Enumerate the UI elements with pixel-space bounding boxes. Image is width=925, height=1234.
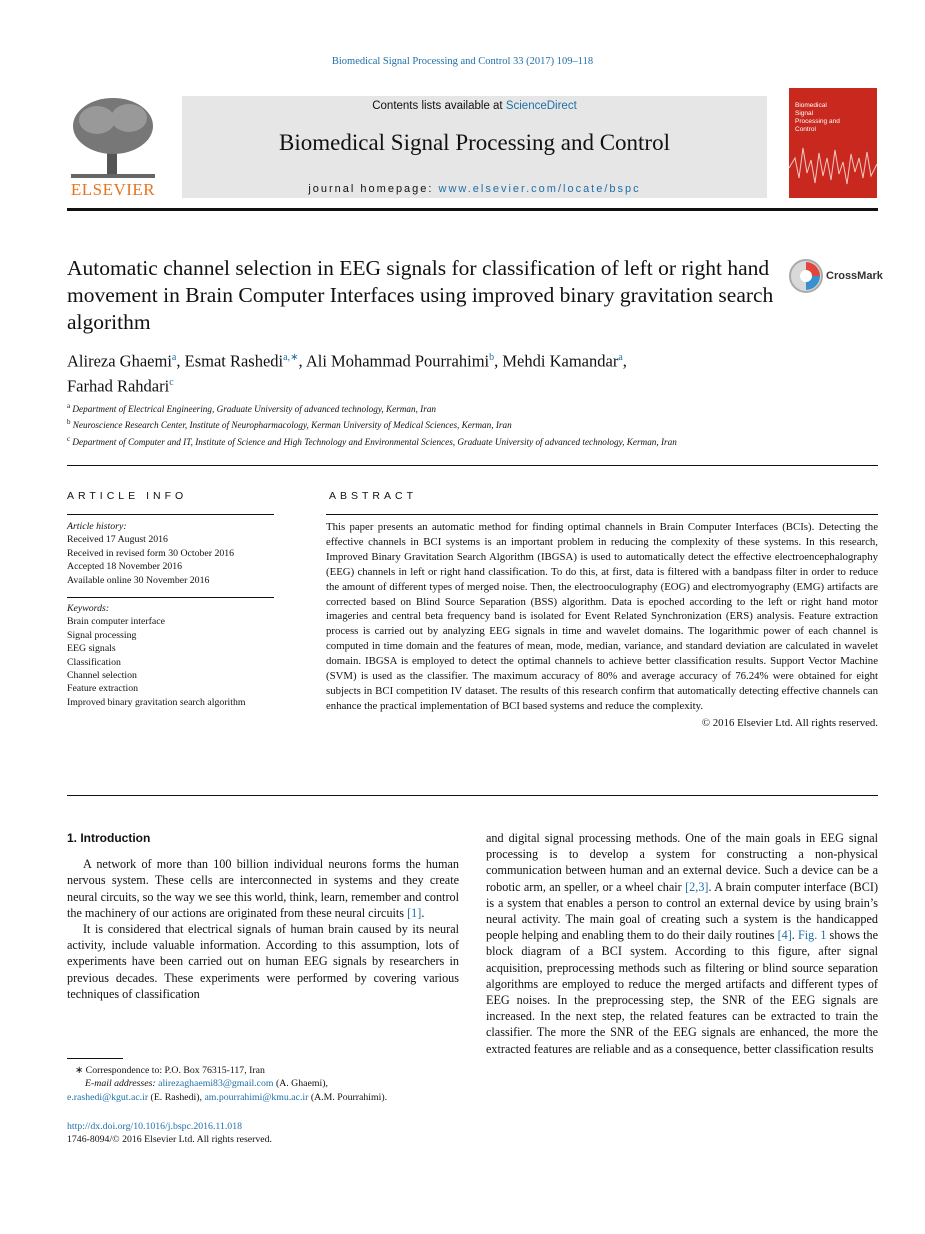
author-affil-mark[interactable]: c [169,376,174,388]
keyword-item: Brain computer interface [67,616,165,628]
paragraph-text: . A brain computer interface (BCI) is a system that enables a person to control an external device by using brain’s neural activity. The main goal of creating such a system is the handicapped people helping and enabling them to do their daily routines [486,879,878,943]
body-column-right [486,830,878,1057]
footnote [67,1064,467,1104]
affiliation-text: Department of Computer and IT, Institute of Science and High Technology and Environmental Sciences, Graduate University of advanced technology, Kerman, Iran [72,437,677,447]
body-column-left [67,830,459,1002]
crossmark-badge[interactable] [788,258,883,294]
email-link[interactable]: alirezaghaemi83@gmail.com [158,1078,274,1090]
homepage-link[interactable]: www.elsevier.com/locate/bspc [438,183,641,195]
paragraph-text: A network of more than 100 billion individual neurons forms the human nervous system. These cells are interconnected in systems and they create neural circuits, so the way we see this world, think, learn, remember and control the machinery of our actions are originated from these neural circuits [67,857,459,920]
email-link[interactable]: am.pourrahimi@kmu.ac.ir [204,1091,309,1103]
paragraph-text: . [421,905,425,920]
footnote-rule [67,1058,123,1059]
keywords-rule [67,597,274,598]
affiliation-item [67,416,767,432]
article-info-heading: ARTICLE INFO [67,490,188,502]
abstract-copyright: © 2016 Elsevier Ltd. All rights reserved. [701,716,878,729]
email-owner: (A. Ghaemi), [273,1078,328,1090]
keyword-item: EEG signals [67,643,116,655]
author-name[interactable]: Ali Mohammad Pourrahimi [305,351,490,371]
masthead [67,96,878,200]
cover-title: Biomedical Signal Processing and Control [795,102,840,133]
author-affil-mark[interactable]: a [618,352,623,363]
author-affil-mark[interactable]: a,∗ [283,352,299,363]
figure-link[interactable]: Fig. 1 [797,928,827,943]
affiliation-mark: a [67,402,71,410]
issn-line: 1746-8094/© 2016 Elsevier Ltd. All rights reserved. [67,1134,272,1146]
email-line [67,1091,467,1104]
paragraph: It is considered that electrical signals of human brain caused by its neural activity, include valuable information. According to this assumption, lots of experiments have been carried out on human EEG signals by researchers in previous decades. These experiments were performed by covering various techniques of classification [67,922,459,1001]
crossmark-label: CrossMark [826,270,883,282]
correspondence-note: ∗ Correspondence to: P.O. Box 76315-117, Iran [75,1065,265,1076]
contents-prefix: Contents lists available at [372,100,506,112]
citation-link[interactable]: [4] [777,928,792,943]
abstract-text: This paper presents an automatic method for finding optimal channels in Brain Computer Interfaces (BCIs). Detecting the effective channels in BCI systems is an important problem in reducing the complexity of these systems. In this research, Improved Binary Gravitation Search Algorithm (IBGSA) is used to automatically detect the effective electroencephalography (EEG) channels in left or right hand classification. To do this, at first, data is filtered with a bandpass filter in order to reduce the amount of different types of merged noise. Then, the electrooculography (EOG) and electromyography (EMG) artifacts are corrected based on Blind Source Separation (BSS) algorithm. Data is epoched according to the left or right hand motor imageries and central beta frequency band is isolated for Event Related Synchronization (ERS) analysis. Feature extraction process is carried out by analyzing EEG signals in time and wavelet domains. The logarithmic power of each channel is computed in time domain and the features of mean, mode, median, variance, and standard deviation are calculated in wavelet domain. IBGSA is employed to detect the optimal channels to achieve better classification results. Support Vector Machine (SVM) is used as the classifier. The maximum accuracy of 80% and average accuracy of 76.24% were obtained for eight subjects in BCI competition IV dataset. The results of this research confirm that automatically detecting effective channels can enhance the practical implementation of BCI based systems and reduce the complexity. [326,521,878,712]
email-owner: (A.M. Pourrahimi). [308,1091,388,1103]
keyword-item: Signal processing [67,629,137,641]
keywords-label: Keywords: [67,603,110,615]
history-item: Available online 30 November 2016 [67,574,210,586]
history-item: Received in revised form 30 October 2016 [67,547,235,559]
affiliation-mark: b [67,418,71,427]
paragraph [67,856,459,921]
paragraph [486,830,878,1057]
email-label: E-mail addresses: [85,1078,159,1090]
paragraph-text: . [791,928,798,943]
affiliation-list [67,400,767,449]
author-list: Alireza Ghaemi$^a$, Esmat Rashedi$^{a,∗}$, Ali Mohammad Pourrahimi$^b$, Mehdi Kamandar$^a$, Farhad Rahdari$^c$ [67,351,627,395]
affiliation-item [67,433,767,449]
citation-link[interactable]: [2,3] [685,879,709,894]
affiliation-text: Department of Electrical Engineering, Graduate University of advanced technology, Kerman, Iran [72,404,437,415]
journal-cover-thumbnail[interactable] [789,88,877,198]
doi-link[interactable]: http://dx.doi.org/10.1016/j.bspc.2016.11.018 [67,1121,242,1132]
elsevier-tree-logo [67,96,159,200]
email-link[interactable]: e.rashedi@kgut.ac.ir [67,1091,149,1103]
history-item: Accepted 18 November 2016 [67,561,183,573]
article-info [67,520,274,709]
article-title: Automatic channel selection in EEG signals for classification of left or right hand movement in Brain Computer Interfaces using improved binary gravitation search algorithm [67,256,774,334]
author-name[interactable]: Esmat Rashedi [184,351,284,371]
author-name[interactable]: Mehdi Kamandar [502,351,619,371]
homepage-line [182,183,767,195]
author-affil-mark[interactable]: a [171,352,177,363]
affiliation-rule [67,465,878,466]
abstract-rule [326,514,878,515]
history-label: Article history: [67,521,127,532]
sciencedirect-link[interactable]: ScienceDirect [505,100,577,112]
paragraph-text: shows the block diagram of a BCI system. According to this figure, after signal acquisition, preprocessing methods such as filtering or blind source separation algorithms are employed to reduce the merged artifacts and different types of EEG noises. In the preprocessing step, the SNR of the EEG signals are increased. In the next step, the related features can be extracted to train the classifier. The more the SNR of the EEG signals are enhanced, the more the extracted features are reliable and as a consequence, better classification results [486,928,879,1056]
author-name[interactable]: Farhad Rahdari [67,376,170,395]
history-item: Received 17 August 2016 [67,534,168,546]
contents-line [182,100,767,112]
header-rule [67,208,878,211]
info-rule [67,514,274,515]
elsevier-wordmark: ELSEVIER [70,180,156,199]
citation-link[interactable]: [1] [407,905,422,920]
author-affil-mark[interactable]: b [489,352,495,363]
affiliation-text: Neuroscience Research Center, Institute of Neuropharmacology, Kerman University of Medical Sciences, Kerman, Iran [72,420,512,431]
doi-block [67,1120,467,1147]
section-title: 1. Introduction [67,831,151,845]
affiliation-item [67,400,767,416]
journal-citation-link[interactable]: Biomedical Signal Processing and Control 33 (2017) 109–118 [331,56,594,67]
email-owner: (E. Rashedi), [148,1091,205,1103]
author-name[interactable]: Alireza Ghaemi [67,351,172,371]
abstract-body [326,520,878,731]
abstract-heading: ABSTRACT [329,490,418,502]
homepage-prefix: journal homepage: [308,183,439,195]
email-line [67,1077,467,1090]
keyword-item: Classification [67,656,121,668]
journal-title: Biomedical Signal Processing and Control [279,130,670,155]
journal-banner [182,96,767,198]
paragraph-text: and digital signal processing methods. One of the main goals in EEG signal processing is to develop a system for constructing a non-physical communication between human and an external device. Such a device can be a robotic arm, an speller, or a wheel chair [486,831,878,894]
affiliation-mark: c [67,434,71,443]
abstract-bottom-rule [67,795,878,796]
keyword-item: Channel selection [67,670,137,682]
keyword-item: Feature extraction [67,683,138,695]
crossmark-icon [788,258,824,294]
keyword-item: Improved binary gravitation search algorithm [67,696,246,708]
